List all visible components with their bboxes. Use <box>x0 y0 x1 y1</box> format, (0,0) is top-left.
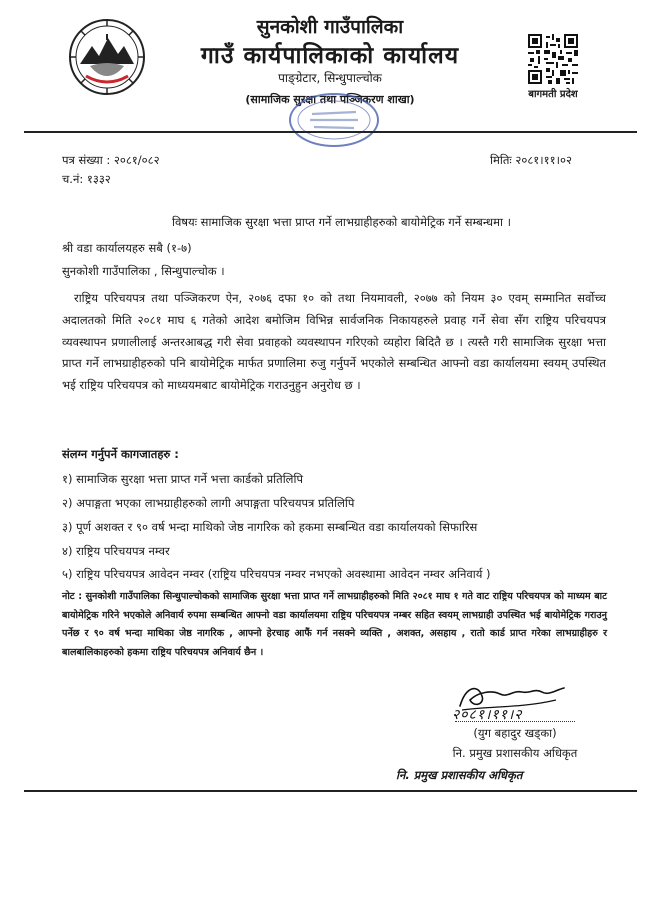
attachment-item: १) सामाजिक सुरक्षा भत्ता प्राप्त गर्ने भत्ता कार्डको प्रतिलिपि <box>62 472 303 486</box>
province-label: बागमती प्रदेश <box>528 89 578 100</box>
signature-line <box>455 721 575 722</box>
municipality-name: सुनकोशी गाउँपालिका <box>256 16 404 38</box>
letter-subject: विषयः सामाजिक सुरक्षा भत्ता प्राप्त गर्ने लाभग्राहीहरुको बायोमेट्रिक गर्ने सम्बन्धमा । <box>172 215 511 229</box>
attachment-item: ५) राष्ट्रिय परिचयपत्र आवेदन नम्वर (राष्ट्रिय परिचयपत्र नम्वर नभएको अवस्थामा आवेदन नम्वर अनिवार्य ) <box>62 567 491 581</box>
letter-note: नोट : सुनकोशी गाउँपालिका सिन्धुपाल्चोकको सामाजिक सुरक्षा भत्ता प्राप्त गर्ने लाभग्राहीहरुको मिति २०८१ माघ १ गते वाट राष्ट्रिय परिचयपत्र को माध्यम बाट बायोमेट्रिक गरिने भएकोले अनिवार्य रुपमा सम्बन्धित आफ्नो वडा कार्यालयमा राष्ट्रिय परिचयपत्र नम्बर सहित स्वयम् लाभग्राही उपस्थित भई बायोमेट्रिक गराउनु पर्नेछ र ९० वर्ष भन्दा माथिका जेष्ठ नागरिक , आफ्नो हेरचाह आफैं गर्न नसक्ने व्यक्ति , अशक्त, असहाय , रातो कार्ड प्राप्त गरेका लाभग्राहीहरु र बालबालिकाहरुको हकमा राष्ट्रिय परिचयपत्र अनिवार्य छैन । <box>62 591 607 658</box>
attachment-item: ३) पूर्ण अशक्त र ९० वर्ष भन्दा माथिको जेष्ठ नागरिक को हकमा सम्बन्धित वडा कार्यालयको सिफारिस <box>62 520 478 534</box>
attachments-heading: संलग्न गर्नुपर्ने कागजातहरु : <box>62 447 179 461</box>
recipient-line-1: श्री वडा कार्यालयहरु सबै (१-७) <box>62 241 192 255</box>
signer-designation: नि. प्रमुख प्रशासकीय अधिकृत <box>452 746 578 760</box>
letter-date: मितिः २०८१।११।०२ <box>490 153 572 167</box>
office-stamp <box>286 90 382 150</box>
qr-code-icon[interactable] <box>528 34 578 84</box>
header-divider <box>24 131 637 133</box>
designation-stamp: नि. प्रमुख प्रशासकीय अधिकृत <box>396 768 523 782</box>
attachment-item: २) अपाङ्गता भएका लाभग्राहीहरुको लागी अपाङ्गता परिचयपत्र प्रतिलिपि <box>62 496 355 510</box>
recipient-line-2: सुनकोशी गाउँपालिका , सिन्धुपाल्चोक । <box>62 264 225 278</box>
signature-date: २०८१।११।२ <box>452 707 523 723</box>
nepal-emblem-icon <box>66 16 148 98</box>
attachment-item: ४) राष्ट्रिय परिचयपत्र नम्वर <box>62 544 170 558</box>
office-name: गाउँ कार्यपालिकाको कार्यालय <box>200 43 460 69</box>
signer-name: (युग बहादुर खड्का) <box>473 726 557 740</box>
footer-divider <box>24 790 637 792</box>
letter-body: राष्ट्रिय परिचयपत्र तथा पञ्जिकरण ऐन, २०७६ दफा १० को तथा नियमावली, २०७७ को नियम ३० एवम् सम्मानित सर्वोच्च अदालतको मिति २०८१ माघ ६ गतेको आदेश बमोजिम विभिन्न सार्वजनिक निकायहरुले प्रवाह गर्ने सेवा सँग राष्ट्रिय परिचयपत्र व्यवस्थापन प्रणालीलाई अन्तरआबद्ध गरी सेवा प्रवाहको व्यवस्थापन गरिएको व्यहोरा बिदितै छ । त्यस्तै गरी सामाजिक सुरक्षा भत्ता प्राप्त गर्ने लाभग्राहीहरुको पनि बायोमेट्रिक मार्फत प्रणालिमा रुजु गर्नुपर्ने भएकोले सम्बन्धित आफ्नो वडा कार्यालयमा स्वयम् उपस्थित भई राष्ट्रिय परिचयपत्र को माध्ययमबाट बायोमेट्रिक गराउनुहुन अनुरोध छ । <box>62 291 606 393</box>
dispatch-number: च.नं: १३३२ <box>62 172 111 186</box>
office-address: पाङ्ग्रेटार, सिन्धुपाल्चोक <box>278 71 382 85</box>
office-section: (सामाजिक सुरक्षा तथा पञ्जिकरण शाखा) <box>245 93 415 106</box>
reference-number: पत्र संख्या : २०८१/०८२ <box>62 153 160 167</box>
